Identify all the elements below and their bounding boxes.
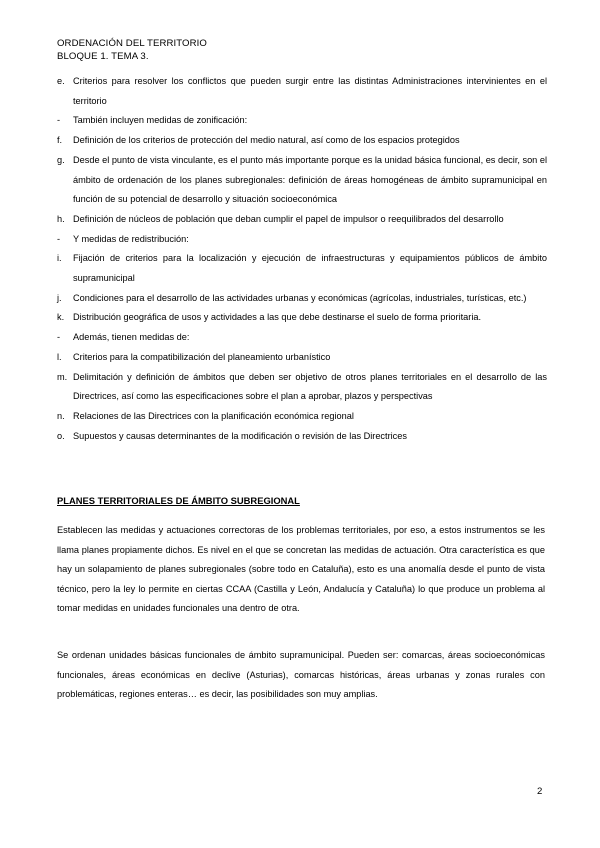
header-title: ORDENACIÓN DEL TERRITORIO [57,38,207,49]
list-item-text: También incluyen medidas de zonificación: [73,115,248,126]
list-marker: - [57,115,61,126]
list-item [57,230,547,250]
list-marker: l. [57,351,62,362]
criteria-list [57,72,547,446]
list-item [57,348,547,368]
list-item-text: Delimitación y definición de ámbitos que deben ser objetivo de otros planes territoriales en el desarrollo de las Directrices, así como las especificaciones sobre el plan a aprobar, plazos y perspectivas [73,371,547,402]
list-item [57,249,547,288]
list-marker: - [57,233,61,244]
paragraph: Establecen las medidas y actuaciones correctoras de los problemas territoriales, por eso, a estos instrumentos se les llama planes propiamente dichos. Es nivel en el que se concretan las medidas de actuación. Otra característica es que hay un solapamiento de planes subregionales (sobre todo en Cataluña), esto es una anomalía desde el punto de vista técnico, pero la ley lo permite en ciertas CCAA (Castilla y León, Andalucía y Cataluña) lo que produce un problema al tomar medidas en unidades funcionales una dentro de otra. [57,525,545,614]
page-number: 2 [537,786,543,797]
list-item [57,210,547,230]
page-header [57,38,207,63]
list-marker: o. [57,430,65,441]
list-item-text: Desde el punto de vista vinculante, es el punto más importante porque es la unidad básica funcional, es decir, son el ámbito de ordenación de los planes subregionales: definición de áreas homogéneas de ámbito supramunicipal en función de su potencial de desarrollo y situación socioeconómica [73,154,547,205]
list-marker: j. [57,292,62,303]
list-marker: f. [57,135,63,146]
list-item [57,427,547,447]
list-item-text: Definición de núcleos de población que deban cumplir el papel de impulsor o reequilibrados del desarrollo [73,213,504,224]
list-item-text: Y medidas de redistribución: [73,233,189,244]
list-marker: e. [57,76,65,86]
list-item-text: Además, tienen medidas de: [73,332,190,343]
list-item [57,308,547,328]
list-marker: n. [57,410,65,421]
list-marker: k. [57,312,65,323]
list-item [57,407,547,427]
list-item-text: Fijación de criterios para la localización y ejecución de infraestructuras y equipamientos públicos de ámbito supramunicipal [73,253,547,284]
header-subtitle: BLOQUE 1. TEMA 3. [57,50,149,62]
list-item [57,368,547,407]
list-marker: m. [57,371,68,382]
paragraph: Se ordenan unidades básicas funcionales de ámbito supramunicipal. Pueden ser: comarcas, áreas socioeconómicas funcionales, áreas económicas en declive (Asturias), comarcas históricas, áreas urbanas y zonas rurales con problemáticas, regiones enteras… es decir, las posibilidades son muy amplias. [57,650,545,700]
list-item-text: Criterios para la compatibilización del planeamiento urbanístico [73,351,331,362]
list-marker: - [57,332,61,343]
list-item-text: Supuestos y causas determinantes de la modificación o revisión de las Directrices [73,430,407,441]
section-heading: PLANES TERRITORIALES DE ÁMBITO SUBREGIONAL [57,495,300,506]
list-item-text: Condiciones para el desarrollo de las actividades urbanas y económicas (agrícolas, industriales, turísticas, etc.) [73,292,527,303]
list-marker: i. [57,253,62,264]
list-item [57,289,547,309]
list-marker: h. [57,213,65,224]
list-item [57,328,547,348]
list-item-text: Criterios para resolver los conflictos que pueden surgir entre las distintas Administraciones intervinientes en el territorio [73,76,547,106]
list-item [57,72,547,111]
list-item-text: Distribución geográfica de usos y actividades a las que debe destinarse el suelo de forma prioritaria. [73,312,482,323]
list-item [57,151,547,210]
list-item-text: Definición de los criterios de protección del medio natural, así como de los espacios protegidos [73,135,460,146]
list-marker: g. [57,154,65,165]
list-item-text: Relaciones de las Directrices con la planificación económica regional [73,410,354,421]
list-item [57,111,547,131]
list-item [57,131,547,151]
